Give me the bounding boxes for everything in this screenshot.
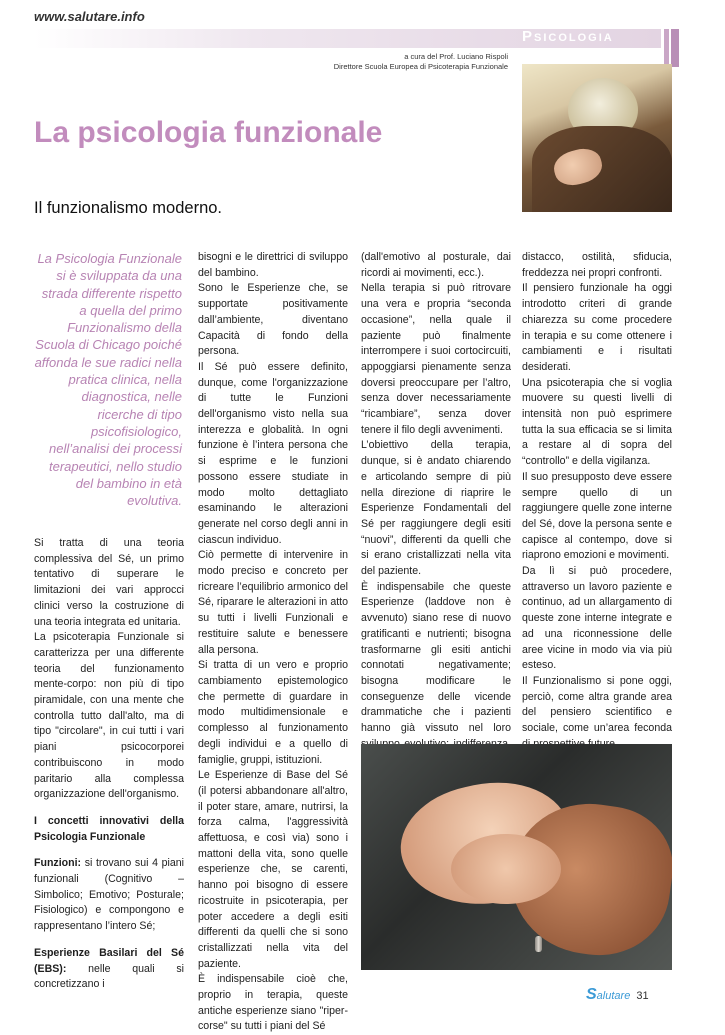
header-accent-bar-2 [671,29,679,67]
article-subtitle: Il funzionalismo moderno. [34,199,223,217]
photo-hand-shape [451,834,561,904]
paragraph: Il suo presupposto deve essere sempre quello di un raggiungere quelle zone interne del Sé, dove la persona sente e capisce al contempo, dove si riaprono emozioni e movimenti. [522,470,672,562]
brand-logo-initial: S [586,986,597,1003]
paragraph [34,856,184,935]
paragraph: Una psicoterapia che si voglia muovere su questi livelli di intensità non può esprimere tutta la sua efficacia se si limita a restare al di sopra del “controllo” e della vigilanza. [522,376,672,468]
text-column-2 [198,250,348,1035]
paragraph: distacco, ostilità, sfiducia, freddezza nei propri confronti. [522,251,672,279]
term-text: nelle quali si concretizzano i [34,962,184,991]
paragraph: Si tratta di un vero e proprio cambiamento epistemologico che permette di guardare in modo multidimensionale e complesso al funzionamento degli individui e a quello di famiglie, gruppi, istituzioni. [198,659,348,766]
page-footer [586,986,649,1004]
paragraph: (dall'emotivo al posturale, dai ricordi ai movimenti, ecc.). [361,251,511,279]
term-text: si trovano sui 4 piani funzionali (Cognitivo – Simbolico; Emotivo; Posturale; Fisiologico) e compongono e rappresentano l’intero Sé; [34,857,184,933]
section-label: Psicologia [522,28,614,45]
header-accent-bar [664,29,669,65]
paragraph: L’obiettivo della terapia, dunque, si è andato chiarendo e articolando sempre di più nella direzione di riaprire le Esperienze Fondamentali del Sé per raggiungere degli esiti “nuovi”, differenti da quelli che si erano cristallizzati nella vita del paziente. [361,439,511,578]
author-role-line: Direttore Scuola Europea di Psicoterapia Funzionale [333,62,508,71]
text-column-1 [34,536,184,993]
paragraph: Ciò permette di intervenire in modo preciso e concreto per ricreare l’equilibrio armonico del Sé, riparare le alterazioni in atto su tutti i livelli Funzionali e restituire salute e benessere alla persona. [198,549,348,656]
subheading: I concetti innovativi della Psicologia Funzionale [34,814,184,843]
hands-photo [361,744,672,970]
paragraph: È indispensabile che queste Esperienze (laddove non è avvenuto) siano rese di nuovo gratificanti e nutrienti; bisogna trasformarne gli esiti antichi connotati negativamente; bisogna modificare le conseguenze delle vicende drammatiche che i pazienti hanno già vissuto nel loro [361,580,511,735]
term-label: Funzioni: [34,857,82,870]
wedding-ring-shape [535,936,542,952]
paragraph: Si tratta di una teoria complessiva del Sé, un primo tentativo di superare le limitazioni dei vari approcci clinici verso la costruzione di una teoria integrata ed unitaria. [34,537,184,628]
text-column-3 [361,250,511,768]
article-title: La psicologia funzionale [34,116,383,149]
term-label: Esperienze Basilari del Sé (EBS): [34,946,184,975]
pull-quote: La Psicologia Funzionale si è sviluppata da una strada differente rispetto a quella del primo Funzionalismo della Scuola di Chicago poiché affonda le sue radici nella pratica clinica, nella diagnostica, nelle ricerche di tipo psicofisiologico, nell’analisi dei processi terapeutici, nello studio del bambino in età evolutiva. [34,251,182,509]
paragraph: Il Sé può essere definito, dunque, come l'organizzazione di tutte le Funzioni dell'organismo visto nella sua interezza e globalità. In ogni funzione è l’intera persona che si esprime e le funzioni possono essere studiate in modo molto dettagliato esaminando le alterazioni generate nel corso degli anni in ciascun individuo. [198,360,348,546]
paragraph: Sono le Esperienze che, se supportate positivamente dall’ambiente, diventano Capacità di fondo della persona. [198,282,348,358]
paragraph: Il Funzionalismo si pone oggi, perciò, come altra grande area del pensiero scientifico e sociale, come un’area feconda [522,674,672,735]
embrace-photo [522,64,672,212]
paragraph: È indispensabile cioè che, proprio in terapia, queste antiche esperienze siano "ripercorse" su tutti i piani del Sé [198,973,348,1033]
paragraph: La psicoterapia Funzionale si caratterizza per una differente teoria del funzionamento mente-corpo: non più di tipo piramidale, con una mente che controlla tutto dall'alto, ma di tipo "circolare", in cui tutti i vari piani psicocorporei contribuiscono in modo paritario alla complessa organizzazione dell'organismo. [34,631,184,801]
paragraph [34,946,184,993]
page-number: 31 [636,990,649,1002]
paragraph: bisogni e le direttrici di sviluppo del bambino. [198,251,348,279]
brand-logo-text: alutare [596,990,631,1002]
paragraph: Il pensiero funzionale ha oggi introdotto criteri di grande chiarezza su come procedere in terapia e su come ottenere i cambiamenti e i risultati desiderati. [522,282,672,373]
author-credit-line: a cura del Prof. Luciano Rispoli [404,52,508,61]
website-url: www.salutare.info [34,9,145,24]
paragraph: Le Esperienze di Base del Sé (il potersi abbandonare all'altro, il poter stare, amare, nutrirsi, la forza calma, l'aggressività affettuosa, e così via) sono i mattoni della vita, sono quelle esperienze che, se carenti, hanno poi bisogno di essere ricostruite in psicoterapia, per poter accedere a degli esiti differenti da quelli che si sono cristallizzati nella vita del paziente. [198,769,348,970]
paragraph: Nella terapia si può ritrovare una vera e propria “seconda occasione”, nella quale il paziente può finalmente interrompere i suoi cortocircuiti, appoggiarsi pienamente senza doversi preoccupare per l’altro, senza dover necessariamente “ricambiare”, senza dover tenere il filo degli avvenimenti. [361,282,511,436]
author-credit [250,52,508,72]
paragraph: Da lì si può procedere, attraverso un lavoro paziente e continuo, ad un allargamento di queste zone interne integrate e ad una riconnessione delle aree vicine in modo via via più esteso. [522,565,672,672]
text-column-4 [522,250,672,753]
